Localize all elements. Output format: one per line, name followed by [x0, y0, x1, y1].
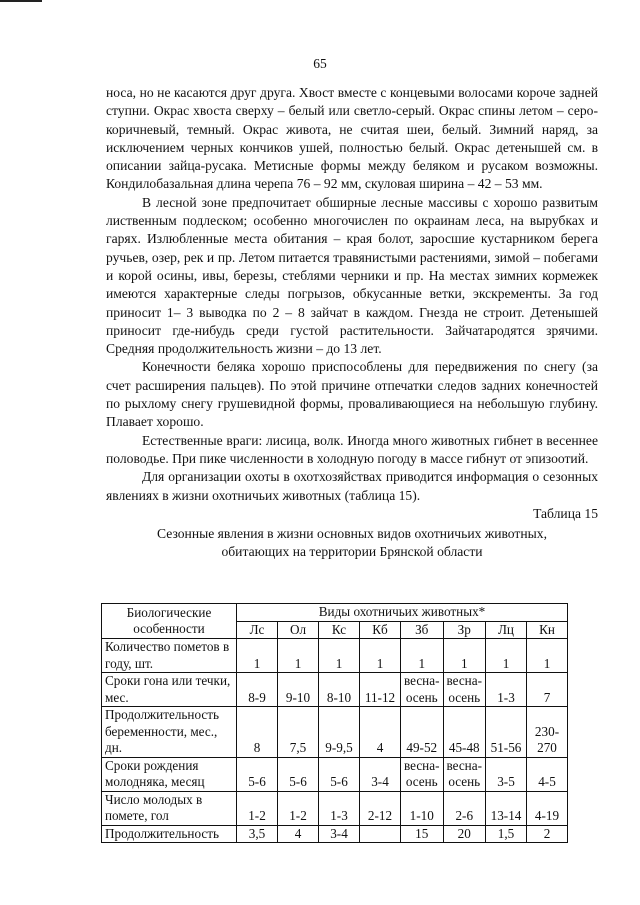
- row-label: Сроки гона или течки, мес.: [102, 673, 237, 707]
- cell-value: 2: [527, 825, 568, 843]
- cell-value: 4-5: [527, 757, 568, 791]
- species-header-2: Ол: [278, 621, 319, 639]
- cell-value: 3-5: [486, 757, 527, 791]
- table-row: [102, 757, 568, 791]
- row-label: Продолжительность: [102, 825, 237, 843]
- cell-value: 9-9,5: [319, 707, 360, 758]
- cell-value: 1: [527, 639, 568, 673]
- cell-value: 1: [278, 639, 319, 673]
- cell-value: 3-4: [360, 757, 401, 791]
- cell-value: 5-6: [319, 757, 360, 791]
- cell-value: 51-56: [486, 707, 527, 758]
- cell-value: 13-14: [486, 791, 527, 825]
- cell-value: 15: [401, 825, 444, 843]
- cell-value: 1-3: [486, 673, 527, 707]
- species-header-7: Лц: [486, 621, 527, 639]
- cell-value: 1-3: [319, 791, 360, 825]
- paragraph-2: В лесной зоне предпочитает обширные лесные массивы с хорошо развитым лиственным подлеском; особенно многочислен по окраинам леса, на вырубках и гарях. Излюбленные места обитания – края болот, заросшие кустарником берега ручьев, озер, рек и пр. Летом питается травянистыми растениями, зимой – побегами и корой осины, ивы, березы, стеблями черники и пр. На местах зимних кормежек имеются характерные следы погрызов, обкусанные ветки, экскременты. За год приносит 1– 3 выводка по 2 – 8 зайчат в каждом. Гнезда не строит. Детенышей приносит где-нибудь среди густой растительности. Зайчатародятся зрячими. Средняя продолжительность жизни – до 13 лет.: [106, 194, 598, 357]
- species-header-5: Зб: [401, 621, 444, 639]
- cell-value: 1: [360, 639, 401, 673]
- cell-value: 4-19: [527, 791, 568, 825]
- species-header-8: Кн: [527, 621, 568, 639]
- species-header-3: Кс: [319, 621, 360, 639]
- table-title: [106, 525, 598, 562]
- table-body: [102, 639, 568, 843]
- table-row: [102, 825, 568, 843]
- paragraph-1: носа, но не касаются друг друга. Хвост вместе с концевыми волосами короче задней ступни. Окрас хвоста сверху – белый или светло-серый. Окрас спины летом – серо-коричневый, темный. Окрас живота, не считая шеи, белый. Зимний наряд, за исключением черных кончиков ушей, полностью белый. Окрас детенышей см. в описании зайца-русака. Метисные формы между беляком и русаком возможны. Кондилобазальная длина черепа 76 – 92 мм, скуловая ширина – 42 – 53 мм.: [106, 85, 598, 192]
- cell-value: 7: [527, 673, 568, 707]
- cell-value: 45-48: [443, 707, 486, 758]
- cell-value: 8-10: [319, 673, 360, 707]
- cell-value: 20: [443, 825, 486, 843]
- cell-value: 1: [237, 639, 278, 673]
- cell-value: 1-2: [278, 791, 319, 825]
- table-row: [102, 639, 568, 673]
- cell-value: [360, 825, 401, 843]
- header-species-group: Виды охотничьих животных*: [237, 604, 568, 622]
- cell-value: 230- 270: [527, 707, 568, 758]
- cell-value: 2-12: [360, 791, 401, 825]
- cell-value: 5-6: [278, 757, 319, 791]
- cell-value: весна- осень: [443, 673, 486, 707]
- row-label: Количество пометов в году, шт.: [102, 639, 237, 673]
- cell-value: 49-52: [401, 707, 444, 758]
- cell-value: 5-6: [237, 757, 278, 791]
- table-title-line-2: обитающих на территории Брянской области: [221, 544, 483, 560]
- species-header-1: Лс: [237, 621, 278, 639]
- cell-value: 1-2: [237, 791, 278, 825]
- header-bio-features: Биологические особенности: [102, 604, 237, 639]
- cell-value: 8-9: [237, 673, 278, 707]
- table-row: [102, 707, 568, 758]
- species-header-4: Кб: [360, 621, 401, 639]
- cell-value: 3-4: [319, 825, 360, 843]
- table-row: [102, 791, 568, 825]
- cell-value: 4: [360, 707, 401, 758]
- cell-value: 1: [443, 639, 486, 673]
- body-text: [106, 84, 598, 562]
- seasonal-events-table: [101, 603, 568, 843]
- cell-value: весна- осень: [401, 673, 444, 707]
- page-number: 65: [313, 56, 327, 71]
- cell-value: 1: [401, 639, 444, 673]
- cell-value: весна- осень: [401, 757, 444, 791]
- cell-value: 1: [486, 639, 527, 673]
- paragraph-3: Конечности беляка хорошо приспособлены для передвижения по снегу (за счет расширения пальцев). По этой причине отпечатки следов задних конечностей по рыхлому снегу грушевидной формы, проваливающиеся на небольшую глубину. Плавает хорошо.: [106, 359, 598, 430]
- cell-value: 3,5: [237, 825, 278, 843]
- cell-value: 7,5: [278, 707, 319, 758]
- cell-value: 8: [237, 707, 278, 758]
- paragraph-5: Для организации охоты в охотхозяйствах приводится информация о сезонных явлениях в жизни охотничьих животных (таблица 15).: [106, 469, 598, 503]
- cell-value: 1,5: [486, 825, 527, 843]
- species-header-6: Зр: [443, 621, 486, 639]
- cell-value: 1: [319, 639, 360, 673]
- cell-value: весна- осень: [443, 757, 486, 791]
- cell-value: 11-12: [360, 673, 401, 707]
- row-label: Сроки рождения молодняка, месяц: [102, 757, 237, 791]
- row-label: Число молодых в помете, гол: [102, 791, 237, 825]
- cell-value: 4: [278, 825, 319, 843]
- table-label: Таблица 15: [533, 505, 598, 521]
- paragraph-4: Естественные враги: лисица, волк. Иногда много животных гибнет в весеннее половодье. При пике численности в холодную погоду в массе гибнут от эпизоотий.: [106, 432, 598, 466]
- cell-value: 9-10: [278, 673, 319, 707]
- table-row: [102, 673, 568, 707]
- cell-value: 2-6: [443, 791, 486, 825]
- cell-value: 1-10: [401, 791, 444, 825]
- row-label: Продолжительность беременности, мес., дн.: [102, 707, 237, 758]
- scan-edge-line: [0, 0, 42, 2]
- table-title-line-1: Сезонные явления в жизни основных видов охотничьих животных,: [157, 526, 547, 542]
